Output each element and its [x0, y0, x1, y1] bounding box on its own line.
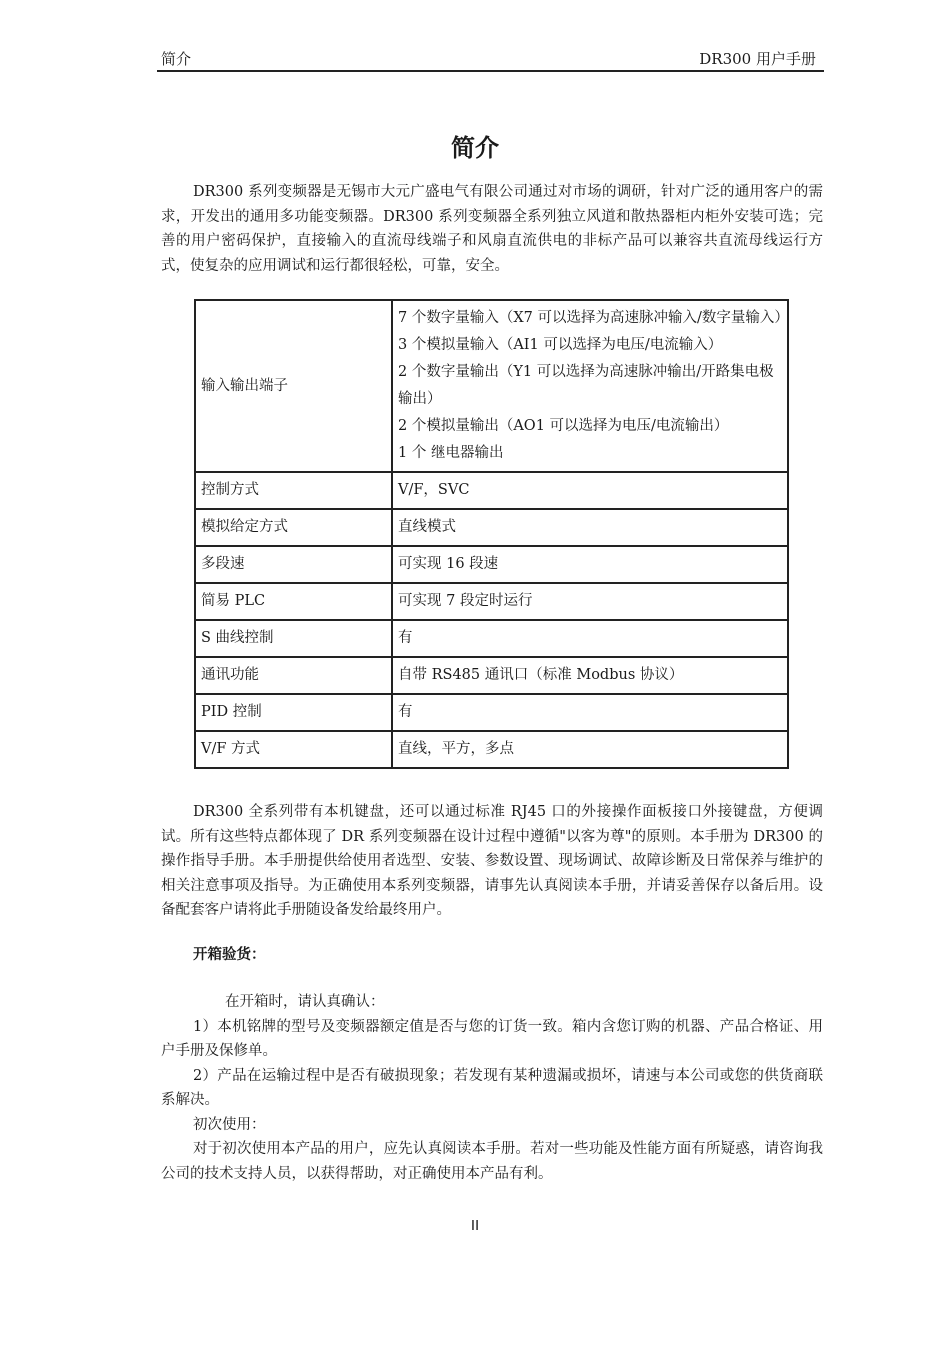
first-use-label: 初次使用：: [193, 1116, 266, 1133]
table-cell-label: 输入输出端子: [195, 300, 392, 472]
table-row: [195, 694, 788, 731]
table-cell-value: 可实现 16 段速: [392, 546, 788, 583]
spec-table: [194, 299, 789, 769]
table-row: [195, 300, 788, 472]
table-row: [195, 472, 788, 509]
table-cell-label: S 曲线控制: [195, 620, 392, 657]
table-cell-value: 自带 RS485 通讯口（标准 Modbus 协议）: [392, 657, 788, 694]
intro-text: DR300 系列变频器是无锡市大元广盛电气有限公司通过对市场的调研，针对广泛的通用客户的需求，开发出的通用多功能变频器。DR300 系列变频器全系列独立风道和散热器柜内柜外安装可选；完善的用户密码保护，直接输入的直流母线端子和风扇直流供电的非标产品可以兼容共直流母线运行方式，使复杂的应用调试和运行都很轻松，可靠，安全。: [161, 184, 823, 274]
table-cell-value: 直线模式: [392, 509, 788, 546]
table-row: [195, 620, 788, 657]
io-line: 2 个数字量输出（Y1 可以选择为高速脉冲输出/开路集电极输出）: [398, 364, 774, 407]
table-row: [195, 731, 788, 768]
table-cell-label: 多段速: [195, 546, 392, 583]
table-row: [195, 657, 788, 694]
table-cell-value: 可实现 7 段定时运行: [392, 583, 788, 620]
unpacking-item-1: 1）本机铭牌的型号及变频器额定值是否与您的订货一致。箱内含您订购的机器、产品合格证、用户手册及保修单。: [161, 1018, 823, 1059]
header-divider: [157, 70, 824, 72]
intro-paragraph: [161, 180, 823, 278]
io-line: 2 个模拟量输出（AO1 可以选择为电压/电流输出）: [398, 418, 729, 434]
table-cell-label: 控制方式: [195, 472, 392, 509]
unpacking-section: [161, 990, 823, 1186]
unpacking-heading: 开箱验货：: [193, 946, 266, 963]
table-cell-value: V/F，SVC: [392, 472, 788, 509]
second-paragraph: [161, 800, 823, 923]
first-use-text: 对于初次使用本产品的用户，应先认真阅读本手册。若对一些功能及性能方面有所疑惑，请咨询我公司的技术支持人员，以获得帮助，对正确使用本产品有利。: [161, 1141, 823, 1182]
table-cell-value: 有: [392, 620, 788, 657]
table-row: [195, 583, 788, 620]
io-line: 3 个模拟量输入（AI1 可以选择为电压/电流输入）: [398, 337, 723, 353]
table-row: [195, 546, 788, 583]
table-cell-label: 通讯功能: [195, 657, 392, 694]
table-cell-label: 简易 PLC: [195, 583, 392, 620]
table-cell-value: 有: [392, 694, 788, 731]
io-line: 1 个 继电器输出: [398, 445, 504, 461]
table-row: [195, 509, 788, 546]
unpacking-item-2: 2）产品在运输过程中是否有破损现象；若发现有某种遗漏或损坏，请速与本公司或您的供货商联系解决。: [161, 1067, 823, 1108]
table-cell-label: 模拟给定方式: [195, 509, 392, 546]
table-cell-value: 直线，平方，多点: [392, 731, 788, 768]
page-title: 简介: [451, 133, 499, 162]
page-header-right: DR300 用户手册: [699, 50, 816, 68]
table-cell-label: V/F 方式: [195, 731, 392, 768]
unpacking-intro: 在开箱时，请认真确认：: [225, 994, 385, 1010]
io-line: 7 个数字量输入（X7 可以选择为高速脉冲输入/数字量输入）: [398, 310, 789, 326]
table-cell-label: PID 控制: [195, 694, 392, 731]
page-number: II: [470, 1217, 480, 1234]
second-paragraph-text: DR300 全系列带有本机键盘，还可以通过标准 RJ45 口的外接操作面板接口外接键盘，方便调试。所有这些特点都体现了 DR 系列变频器在设计过程中遵循"以客为尊"的原则。本手册为 DR300 的操作指导手册。本手册提供给使用者选型、安装、参数设置、现场调试、故障诊断及日常保养与维护的相关注意事项及指导。为正确使用本系列变频器，请事先认真阅读本手册，并请妥善保存以备后用。设备配套客户请将此手册随设备发给最终用户。: [161, 804, 823, 918]
page-header-left: 简介: [161, 50, 192, 68]
table-cell-value: [392, 300, 788, 472]
